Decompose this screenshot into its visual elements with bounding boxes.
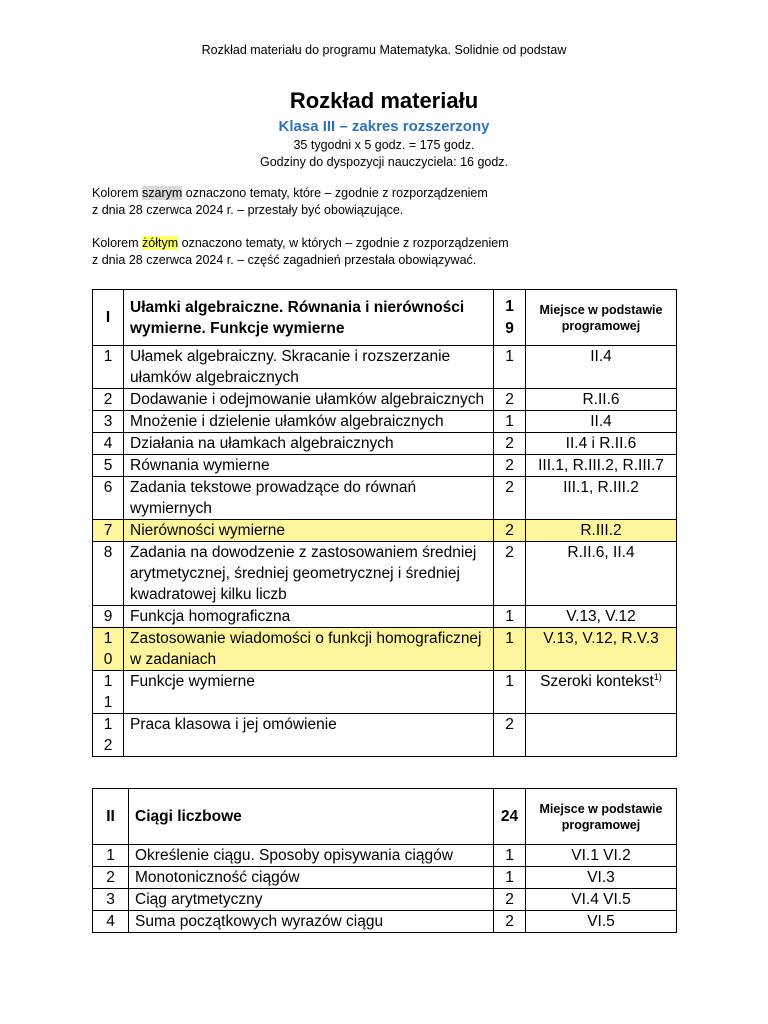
row-number (93, 433, 124, 455)
gray-note-after: oznaczono tematy, które – zgodnie z rozporządzeniem (182, 186, 488, 200)
row-number (93, 411, 124, 433)
section-title: Ciągi liczbowe (129, 789, 494, 845)
yellow-note-after: oznaczono tematy, w których – zgodnie z rozporządzeniem (178, 236, 509, 250)
row-ref-text: II.4 i R.II.6 (565, 435, 637, 452)
row-ref (526, 477, 677, 520)
table-row (93, 455, 677, 477)
table-row (93, 628, 677, 671)
row-ref (526, 889, 677, 911)
table-row (93, 606, 677, 628)
row-hours: 1 (494, 867, 526, 889)
table-row (93, 411, 677, 433)
gray-highlight-word: szarym (142, 186, 183, 200)
row-ref-text: II.4 (590, 413, 612, 430)
row-ref (526, 520, 677, 542)
row-ref (526, 628, 677, 671)
section-hours: 24 (494, 789, 526, 845)
section-1-table (92, 289, 677, 757)
row-ref (526, 911, 677, 933)
row-number (93, 889, 129, 911)
row-number (93, 628, 124, 671)
document-title: Rozkład materiału (289, 88, 479, 113)
row-topic: Funkcja homograficzna (124, 606, 494, 628)
row-hours: 2 (494, 433, 526, 455)
row-number (93, 845, 129, 867)
section-hours: 19 (494, 290, 526, 346)
footnote-marker: 1) (653, 671, 662, 682)
table-row (93, 889, 677, 911)
row-ref-text: VI.1 VI.2 (571, 847, 631, 864)
row-ref (526, 389, 677, 411)
row-ref-text: II.4 (590, 348, 612, 365)
section-number: II (93, 789, 129, 845)
row-number-text: 8 (103, 544, 113, 561)
row-number-text: 3 (106, 891, 115, 908)
row-number-text: 1 (103, 348, 113, 365)
row-topic: Mnożenie i dzielenie ułamków algebraicznych (124, 411, 494, 433)
row-number-text: 2 (103, 391, 113, 408)
row-topic: Dodawanie i odejmowanie ułamków algebraicznych (124, 389, 494, 411)
row-hours: 1 (494, 671, 526, 714)
row-number (93, 671, 124, 714)
row-ref (526, 455, 677, 477)
teacher-hours-line: Godziny do dyspozycji nauczyciela: 16 godz. (259, 155, 509, 169)
section-header-row (93, 789, 677, 845)
table-row (93, 389, 677, 411)
yellow-note-line2: z dnia 28 czerwca 2024 r. – część zagadnień przestała obowiązywać. (92, 253, 477, 267)
row-number (93, 606, 124, 628)
row-number (93, 346, 124, 389)
row-number-text: 6 (103, 479, 113, 496)
table-row (93, 911, 677, 933)
row-ref-text: R.III.2 (580, 522, 622, 539)
row-number (93, 911, 129, 933)
row-hours: 2 (494, 520, 526, 542)
row-ref (526, 542, 677, 606)
row-topic: Zadania na dowodzenie z zastosowaniem średniej arytmetycznej, średniej geometrycznej i średniej kwadratowej kilku liczb (124, 542, 494, 606)
table-row (93, 867, 677, 889)
table-row (93, 714, 677, 757)
row-number-text: 7 (103, 522, 113, 539)
row-topic: Określenie ciągu. Sposoby opisywania ciągów (129, 845, 494, 867)
row-hours: 2 (494, 889, 526, 911)
row-ref-text: V.13, V.12, R.V.3 (543, 630, 659, 647)
row-ref (526, 606, 677, 628)
row-number (93, 542, 124, 606)
yellow-highlight-word: żółtym (142, 236, 179, 250)
row-topic: Zadania tekstowe prowadzące do równań wymiernych (124, 477, 494, 520)
row-number-text: 4 (103, 435, 113, 452)
row-hours: 1 (494, 411, 526, 433)
row-topic: Działania na ułamkach algebraicznych (124, 433, 494, 455)
row-number (93, 389, 124, 411)
section-header-row (93, 290, 677, 346)
row-number-text: 9 (103, 608, 113, 625)
row-ref (526, 671, 677, 714)
row-number-text: 11 (103, 673, 113, 711)
running-head: Rozkład materiału do programu Matematyka. Solidnie od podstaw (201, 43, 567, 57)
table-row (93, 845, 677, 867)
row-hours: 1 (494, 628, 526, 671)
table-row (93, 346, 677, 389)
row-number-text: 3 (103, 413, 113, 430)
row-hours: 2 (494, 389, 526, 411)
row-hours: 1 (494, 606, 526, 628)
row-number-text: 1 (106, 847, 115, 864)
row-number (93, 714, 124, 757)
document-subtitle: Klasa III – zakres rozszerzony (278, 118, 490, 135)
yellow-note-before: Kolorem (92, 236, 143, 250)
row-ref-text: VI.3 (587, 869, 615, 886)
row-topic: Ułamek algebraiczny. Skracanie i rozszerzanie ułamków algebraicznych (124, 346, 494, 389)
table-row (93, 477, 677, 520)
row-hours: 2 (494, 911, 526, 933)
gray-legend-note (92, 185, 692, 219)
row-ref-text: Szeroki kontekst (540, 673, 654, 690)
row-topic: Monotoniczność ciągów (129, 867, 494, 889)
row-hours: 2 (494, 714, 526, 757)
row-number (93, 477, 124, 520)
row-topic: Praca klasowa i jej omówienie (124, 714, 494, 757)
row-number (93, 455, 124, 477)
row-ref-text: III.1, R.III.2 (563, 479, 639, 496)
section-number: I (93, 290, 124, 346)
row-number (93, 520, 124, 542)
row-topic: Ciąg arytmetyczny (129, 889, 494, 911)
row-number-text: 4 (106, 913, 115, 930)
row-number-text: 10 (103, 630, 113, 668)
row-topic: Funkcje wymierne (124, 671, 494, 714)
row-hours: 1 (494, 845, 526, 867)
row-ref-text: V.13, V.12 (566, 608, 636, 625)
row-number-text: 12 (103, 716, 113, 754)
row-ref (526, 433, 677, 455)
row-ref-text: III.1, R.III.2, R.III.7 (538, 457, 664, 474)
row-ref (526, 411, 677, 433)
row-hours: 2 (494, 477, 526, 520)
hours-line: 35 tygodni x 5 godz. = 175 godz. (293, 138, 475, 152)
row-ref-text: VI.5 (587, 913, 615, 930)
row-number-text: 2 (106, 869, 115, 886)
section-title: Ułamki algebraiczne. Równania i nierówności wymierne. Funkcje wymierne (124, 290, 494, 346)
ref-column-header: Miejsce w podstawie programowej (526, 290, 677, 346)
row-topic: Suma początkowych wyrazów ciągu (129, 911, 494, 933)
table-row (93, 520, 677, 542)
row-ref-text: R.II.6, II.4 (567, 544, 635, 561)
gray-note-line2: z dnia 28 czerwca 2024 r. – przestały być obowiązujące. (92, 203, 404, 217)
row-hours: 1 (494, 346, 526, 389)
table-row (93, 671, 677, 714)
row-topic: Nierówności wymierne (124, 520, 494, 542)
row-number-text: 5 (103, 457, 113, 474)
row-number (93, 867, 129, 889)
row-topic: Równania wymierne (124, 455, 494, 477)
row-hours: 2 (494, 542, 526, 606)
row-ref (526, 346, 677, 389)
row-hours: 2 (494, 455, 526, 477)
yellow-legend-note (92, 235, 692, 269)
row-ref-text: R.II.6 (582, 391, 620, 408)
table-row (93, 433, 677, 455)
row-topic: Zastosowanie wiadomości o funkcji homograficznej w zadaniach (124, 628, 494, 671)
row-ref (526, 714, 677, 757)
row-ref-text: VI.4 VI.5 (571, 891, 631, 908)
row-ref (526, 867, 677, 889)
table-row (93, 542, 677, 606)
section-2-table (92, 788, 677, 933)
row-ref (526, 845, 677, 867)
gray-note-before: Kolorem (92, 186, 143, 200)
ref-column-header: Miejsce w podstawie programowej (526, 789, 677, 845)
